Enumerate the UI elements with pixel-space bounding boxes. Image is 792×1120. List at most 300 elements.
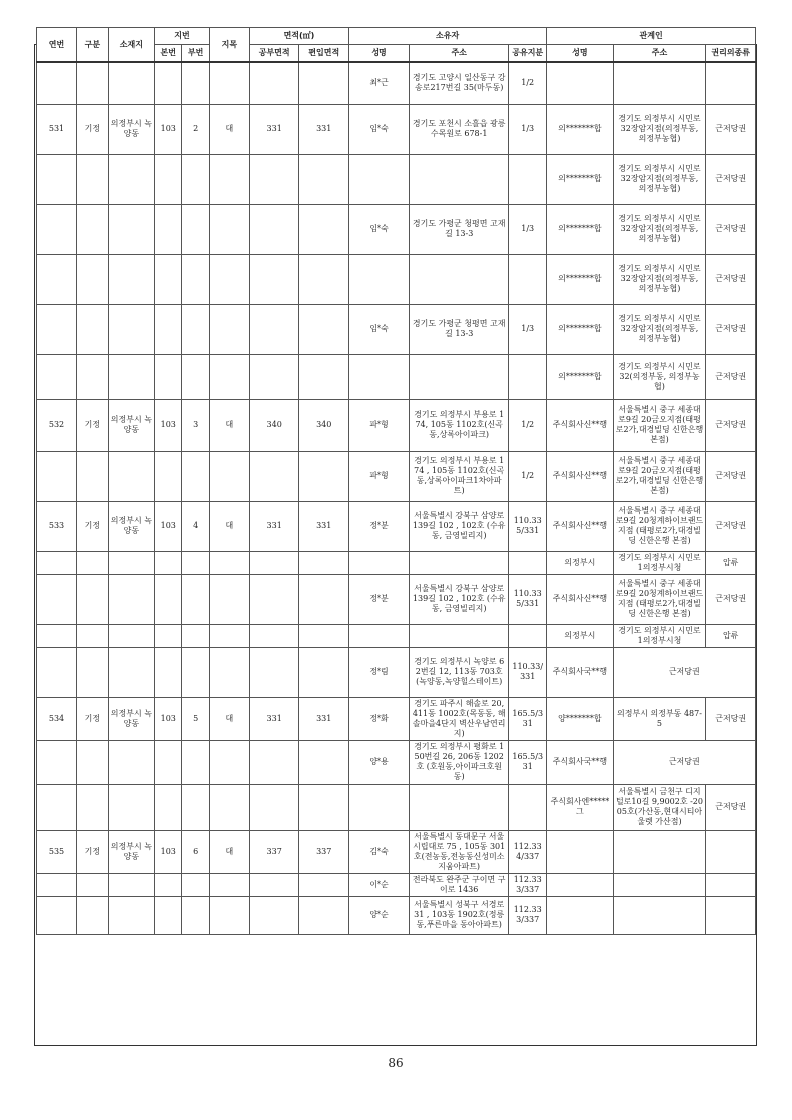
cell-related-right: 근저당권 [706,154,756,204]
cell-lot-main [155,254,182,304]
header-serial: 연번 [37,28,77,63]
cell-serial [37,740,77,784]
header-related-right: 권리의종류 [706,45,756,63]
cell-location [108,254,154,304]
cell-related-address: 서울특별시 금천구 디지털로10길 9,9002호 -2005호(가산동,현대시티아울렛 가산점) [613,784,706,830]
cell-owner-name [349,784,410,830]
cell-owner-name: 정*분 [349,501,410,551]
cell-related-address: 서울특별시 중구 세종대로9길 20금오지점(태평로2가,대경빌딩 신한은행 본점) [613,451,706,501]
page-number: 86 [388,1056,404,1070]
cell-owner-share: 110.33/331 [509,647,547,697]
cell-owner-address: 서울특별시 강북구 삼양로139길 102 , 102호 (수유동, 금영빌리지) [410,501,509,551]
cell-location [108,204,154,254]
cell-lot-sub: 6 [182,830,209,873]
cell-location: 의정부시 녹양동 [108,697,154,740]
header-owner-address: 주소 [410,45,509,63]
cell-owner-name: 정*분 [349,574,410,624]
header-lot-main: 본번 [155,45,182,63]
cell-owner-address [410,154,509,204]
cell-related-address: 경기도 의정부시 시민로 32장암지점(의정부동, 의정부농협) [613,304,706,354]
cell-area-incorporated [299,873,349,896]
cell-area-incorporated [299,647,349,697]
cell-related-address [613,62,706,104]
cell-serial [37,254,77,304]
cell-owner-name: 임*숙 [349,204,410,254]
cell-area-incorporated [299,784,349,830]
cell-owner-name: 양*용 [349,740,410,784]
cell-owner-name: 파*형 [349,451,410,501]
cell-location: 의정부시 녹양동 [108,830,154,873]
cell-category: 기정 [77,399,109,451]
header-location: 소재지 [108,28,154,63]
cell-lot-sub [182,740,209,784]
cell-category [77,354,109,399]
cell-land-type [209,574,249,624]
cell-related-address: 서울특별시 중구 세종대로9길 20청계하이브랜드지점 (태평로2가,대경빌딩 신한은행 본점) [613,574,706,624]
cell-serial [37,354,77,399]
cell-location [108,304,154,354]
cell-owner-name: 이*순 [349,873,410,896]
cell-related-right: 근저당권 [706,501,756,551]
header-category: 구분 [77,28,109,63]
cell-owner-share [509,154,547,204]
cell-related-right: 압류 [706,551,756,574]
header-area-group: 면적(㎡) [249,28,348,45]
cell-lot-sub [182,62,209,104]
cell-lot-sub [182,784,209,830]
cell-lot-sub [182,551,209,574]
cell-location [108,551,154,574]
cell-owner-name [349,154,410,204]
cell-related-right: 근저당권 [706,204,756,254]
cell-lot-main [155,62,182,104]
table-row [37,647,756,697]
table-row [37,451,756,501]
cell-lot-sub: 2 [182,104,209,154]
cell-owner-share [509,354,547,399]
cell-related-right: 근저당권 [706,784,756,830]
cell-location [108,740,154,784]
cell-lot-sub [182,574,209,624]
cell-owner-share: 1/3 [509,304,547,354]
cell-owner-share: 112.334/337 [509,830,547,873]
cell-land-type [209,154,249,204]
cell-area-incorporated: 331 [299,697,349,740]
table-row [37,62,756,104]
cell-owner-share: 112.333/337 [509,873,547,896]
cell-category [77,451,109,501]
cell-lot-sub [182,254,209,304]
cell-lot-sub: 5 [182,697,209,740]
cell-area-incorporated: 340 [299,399,349,451]
cell-related-address: 의정부시 의정부동 487-5 [613,697,706,740]
cell-owner-share: 1/3 [509,204,547,254]
cell-lot-sub [182,354,209,399]
cell-related-name [547,873,613,896]
cell-area-public [249,551,299,574]
cell-area-public [249,647,299,697]
table-row [37,697,756,740]
header-related-name: 성명 [547,45,613,63]
cell-category [77,624,109,647]
header-owner-name: 성명 [349,45,410,63]
cell-area-public: 331 [249,104,299,154]
cell-owner-address: 경기도 의정부시 평화로 150번길 26, 206동 1202호 (호원동,아이파크호원동) [410,740,509,784]
cell-serial [37,784,77,830]
cell-category: 기정 [77,697,109,740]
cell-lot-sub [182,154,209,204]
cell-owner-share: 110.335/331 [509,574,547,624]
cell-lot-main [155,451,182,501]
cell-serial: 534 [37,697,77,740]
cell-serial: 531 [37,104,77,154]
cell-related-right: 근저당권 [706,104,756,154]
cell-lot-main: 103 [155,399,182,451]
cell-location [108,574,154,624]
cell-owner-name: 김*숙 [349,830,410,873]
cell-area-public: 331 [249,697,299,740]
cell-owner-address: 경기도 고양시 일산동구 강송로217번길 35(마두동) [410,62,509,104]
cell-category [77,784,109,830]
table-row [37,304,756,354]
cell-related-name [547,62,613,104]
cell-serial [37,647,77,697]
cell-owner-address: 전라북도 완주군 구이면 구이로 1436 [410,873,509,896]
cell-related-address: 서울특별시 중구 세종대로9길 20청계하이브랜드지점 (태평로2가,대경빌딩 신한은행 본점) [613,501,706,551]
cell-area-incorporated [299,740,349,784]
cell-related-name: 주식회사신**행 [547,501,613,551]
cell-related-right: 근저당권 [706,451,756,501]
cell-owner-address: 서울특별시 동대문구 서울시립대로 75 , 105동 301호(전농동,전농동신성미소지움아파트) [410,830,509,873]
cell-area-public [249,304,299,354]
cell-lot-main [155,740,182,784]
cell-lot-sub [182,647,209,697]
cell-area-public: 337 [249,830,299,873]
cell-owner-name: 정*림 [349,647,410,697]
cell-related-right [706,896,756,934]
cell-area-public: 331 [249,501,299,551]
cell-lot-main: 103 [155,501,182,551]
cell-serial [37,624,77,647]
cell-owner-name [349,551,410,574]
cell-related-right [706,830,756,873]
cell-owner-share: 112.333/337 [509,896,547,934]
cell-related-name: 의*******합 [547,304,613,354]
cell-land-type: 대 [209,697,249,740]
table-row [37,254,756,304]
cell-serial [37,451,77,501]
cell-owner-address: 경기도 가평군 청평면 고재길 13-3 [410,304,509,354]
cell-lot-sub [182,451,209,501]
cell-owner-name: 최*근 [349,62,410,104]
cell-area-incorporated [299,254,349,304]
cell-related-address [613,873,706,896]
cell-location [108,154,154,204]
cell-area-incorporated: 331 [299,104,349,154]
cell-location [108,354,154,399]
cell-related-address: 경기도 의정부시 시민로 32장암지점(의정부동, 의정부농협) [613,204,706,254]
cell-lot-main [155,873,182,896]
table-row [37,551,756,574]
cell-owner-share [509,624,547,647]
cell-area-public [249,62,299,104]
table-row [37,354,756,399]
cell-area-public [249,574,299,624]
cell-related-name: 의*******합 [547,254,613,304]
table-row [37,896,756,934]
cell-area-public [249,873,299,896]
cell-owner-address: 경기도 의정부시 부용로 174, 105동 1102호(신곡동,상록아이파크) [410,399,509,451]
cell-owner-share [509,784,547,830]
cell-category: 기정 [77,830,109,873]
cell-related-name: 양*******합 [547,697,613,740]
cell-owner-address: 경기도 파주시 해솔로 20, 411동 1002호(목동동, 해솔마을4단지 벽산우남연리지) [410,697,509,740]
cell-lot-sub: 3 [182,399,209,451]
table-row [37,784,756,830]
cell-related-right: 근저당권 [706,697,756,740]
cell-related-right: 근저당권 [706,304,756,354]
cell-location: 의정부시 녹양동 [108,104,154,154]
table-row [37,873,756,896]
cell-owner-share: 110.335/331 [509,501,547,551]
cell-category [77,740,109,784]
cell-area-incorporated [299,896,349,934]
cell-related-name: 의*******합 [547,154,613,204]
cell-related-right: 근저당권 [706,254,756,304]
cell-area-public [249,254,299,304]
header-lot-group: 지번 [155,28,210,45]
cell-land-type [209,204,249,254]
cell-area-incorporated [299,551,349,574]
cell-serial [37,896,77,934]
table-row [37,574,756,624]
cell-related-right: 근저당권 [706,574,756,624]
cell-lot-sub [182,624,209,647]
cell-area-public [249,354,299,399]
cell-location [108,896,154,934]
cell-area-public [249,896,299,934]
cell-related-name: 의*******합 [547,204,613,254]
cell-owner-address: 경기도 포천시 소흘읍 광릉수목원로 678-1 [410,104,509,154]
cell-owner-name [349,354,410,399]
cell-land-type: 대 [209,830,249,873]
cell-area-incorporated [299,154,349,204]
cell-category [77,647,109,697]
cell-owner-share: 1/3 [509,104,547,154]
cell-serial [37,551,77,574]
cell-location [108,624,154,647]
table-row [37,624,756,647]
cell-lot-main [155,304,182,354]
cell-related-address: 경기도 의정부시 시민로 1의정부시청 [613,551,706,574]
cell-related-right: 근저당권 [706,354,756,399]
cell-land-type: 대 [209,104,249,154]
cell-related-name: 주식회사엔*****그 [547,784,613,830]
cell-category [77,551,109,574]
table-row [37,501,756,551]
cell-area-incorporated: 331 [299,501,349,551]
cell-serial: 533 [37,501,77,551]
header-land-type: 지목 [209,28,249,63]
cell-related-address [613,830,706,873]
cell-related-name: 주식회사국**행 [547,647,613,697]
cell-serial [37,62,77,104]
header-area-public: 공부면적 [249,45,299,63]
cell-owner-address [410,551,509,574]
cell-lot-main [155,574,182,624]
cell-lot-sub [182,304,209,354]
cell-related-address: 서울특별시 중구 세종대로9길 20금오지점(태평로2가,대경빌딩 신한은행 본점) [613,399,706,451]
cell-land-type [209,451,249,501]
cell-owner-address: 경기도 의정부시 녹양로 62번길 12, 113동 703호(녹양동,녹양힐스테이트) [410,647,509,697]
cell-lot-main [155,354,182,399]
cell-land-type [209,896,249,934]
cell-lot-main [155,896,182,934]
cell-land-type [209,551,249,574]
table-row [37,830,756,873]
cell-area-incorporated: 337 [299,830,349,873]
cell-lot-main [155,784,182,830]
cell-category: 기정 [77,104,109,154]
cell-owner-address [410,254,509,304]
cell-lot-main: 103 [155,830,182,873]
cell-lot-main [155,624,182,647]
cell-location [108,451,154,501]
cell-lot-main [155,647,182,697]
cell-related-name [547,830,613,873]
cell-category [77,154,109,204]
cell-serial [37,574,77,624]
cell-land-type [209,254,249,304]
cell-area-incorporated [299,304,349,354]
cell-lot-main [155,551,182,574]
cell-serial [37,304,77,354]
cell-serial [37,154,77,204]
table-row [37,154,756,204]
cell-location [108,873,154,896]
cell-lot-main: 103 [155,697,182,740]
cell-land-type [209,873,249,896]
cell-owner-address: 경기도 의정부시 부용로 174 , 105동 1102호(신곡동,상록아이파크1차아파트) [410,451,509,501]
cell-related-name [547,896,613,934]
cell-owner-name: 임*숙 [349,304,410,354]
cell-owner-share: 165.5/331 [509,697,547,740]
cell-land-type: 대 [209,501,249,551]
cell-serial: 535 [37,830,77,873]
cell-owner-name [349,254,410,304]
cell-lot-sub [182,896,209,934]
cell-area-public: 340 [249,399,299,451]
header-related-address: 주소 [613,45,706,63]
cell-lot-main [155,154,182,204]
cell-serial: 532 [37,399,77,451]
cell-location [108,62,154,104]
cell-area-incorporated [299,624,349,647]
cell-related-name: 의정부시 [547,551,613,574]
cell-owner-name: 양*순 [349,896,410,934]
cell-area-incorporated [299,62,349,104]
cell-location [108,784,154,830]
cell-area-public [249,451,299,501]
cell-related-name: 의*******합 [547,104,613,154]
cell-location [108,647,154,697]
cell-related-address: 근저당권 [613,647,755,697]
cell-owner-address [410,784,509,830]
cell-related-address: 경기도 의정부시 시민로 32장암지점(의정부동, 의정부농협) [613,154,706,204]
cell-lot-sub [182,873,209,896]
cell-related-name: 의정부시 [547,624,613,647]
cell-area-incorporated [299,574,349,624]
cell-area-incorporated [299,451,349,501]
land-compensation-table [36,27,756,935]
cell-category [77,62,109,104]
cell-related-right [706,62,756,104]
cell-related-name: 주식회사국**행 [547,740,613,784]
cell-category [77,204,109,254]
cell-category: 기정 [77,501,109,551]
cell-related-right: 근저당권 [706,399,756,451]
table-row [37,399,756,451]
cell-owner-name [349,624,410,647]
cell-lot-main [155,204,182,254]
cell-related-name: 의*******합 [547,354,613,399]
cell-land-type [209,647,249,697]
cell-land-type [209,740,249,784]
cell-owner-address [410,354,509,399]
cell-owner-address: 경기도 가평군 청평면 고재길 13-3 [410,204,509,254]
cell-owner-address: 서울특별시 성북구 서경로 31 , 103동 1902호(정릉동,푸른마을 동아아파트) [410,896,509,934]
cell-area-public [249,784,299,830]
cell-serial [37,873,77,896]
table-row [37,740,756,784]
cell-category [77,254,109,304]
cell-category [77,304,109,354]
cell-land-type [209,624,249,647]
cell-land-type [209,784,249,830]
cell-location: 의정부시 녹양동 [108,501,154,551]
cell-lot-main: 103 [155,104,182,154]
cell-land-type [209,304,249,354]
cell-related-address: 경기도 의정부시 시민로 1의정부시청 [613,624,706,647]
cell-related-address: 경기도 의정부시 시민로 32장암지점(의정부동, 의정부농협) [613,254,706,304]
cell-land-type [209,62,249,104]
cell-lot-sub: 4 [182,501,209,551]
cell-land-type [209,354,249,399]
header-area-incorporated: 편입면적 [299,45,349,63]
cell-owner-share [509,551,547,574]
cell-area-incorporated [299,204,349,254]
cell-area-incorporated [299,354,349,399]
cell-related-address [613,896,706,934]
cell-category [77,896,109,934]
cell-related-address: 경기도 의정부시 시민로 32장암지점(의정부동, 의정부농협) [613,104,706,154]
cell-owner-share: 1/2 [509,62,547,104]
header-owner-share: 공유지분 [509,45,547,63]
cell-category [77,574,109,624]
cell-related-name: 주식회사신**행 [547,451,613,501]
cell-related-address: 경기도 의정부시 시민로 32(의정부동, 의정부농협) [613,354,706,399]
cell-location: 의정부시 녹양동 [108,399,154,451]
cell-owner-address [410,624,509,647]
cell-owner-share: 1/2 [509,451,547,501]
cell-area-public [249,154,299,204]
cell-related-name: 주식회사신**행 [547,574,613,624]
table-row [37,204,756,254]
cell-category [77,873,109,896]
cell-related-right: 압류 [706,624,756,647]
cell-related-address: 근저당권 [613,740,755,784]
cell-owner-name: 임*숙 [349,104,410,154]
